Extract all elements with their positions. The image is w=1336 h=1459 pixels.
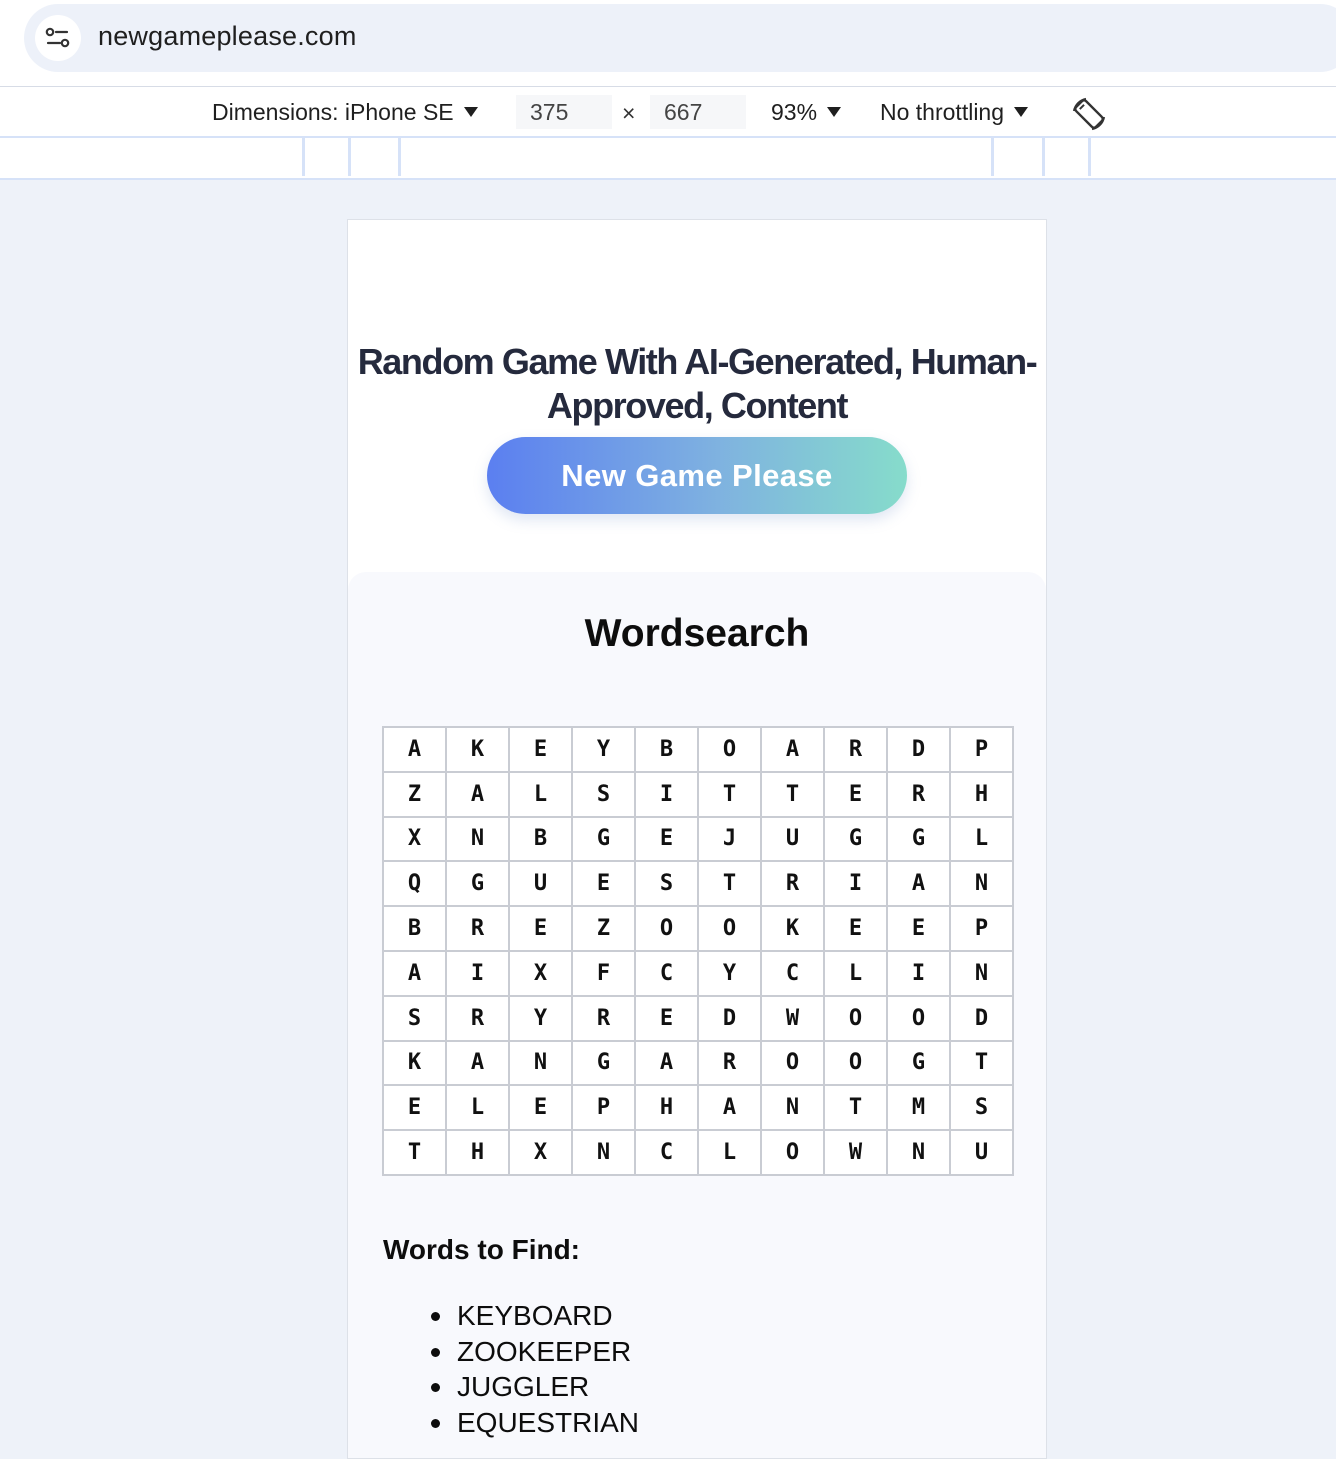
grid-row: [383, 996, 1013, 1041]
grid-cell[interactable]: T: [698, 772, 761, 817]
chevron-down-icon: [464, 107, 478, 117]
zoom-label: 93%: [771, 99, 818, 125]
width-input[interactable]: 375: [516, 95, 612, 129]
grid-cell[interactable]: K: [383, 1041, 446, 1086]
grid-cell[interactable]: F: [572, 951, 635, 996]
grid-cell[interactable]: R: [761, 861, 824, 906]
grid-row: [383, 772, 1013, 817]
grid-cell[interactable]: S: [635, 861, 698, 906]
grid-cell[interactable]: X: [509, 1130, 572, 1175]
grid-cell[interactable]: C: [761, 951, 824, 996]
grid-cell[interactable]: D: [887, 727, 950, 772]
grid-cell[interactable]: D: [698, 996, 761, 1041]
grid-cell[interactable]: B: [635, 727, 698, 772]
grid-cell[interactable]: H: [635, 1085, 698, 1130]
grid-cell[interactable]: L: [950, 817, 1013, 862]
dimensions-label: Dimensions: iPhone SE: [212, 99, 454, 125]
grid-cell[interactable]: N: [761, 1085, 824, 1130]
tune-icon[interactable]: [35, 15, 81, 61]
browser-toolbar: [0, 0, 1336, 86]
grid-row: [383, 861, 1013, 906]
grid-cell[interactable]: E: [824, 906, 887, 951]
grid-cell[interactable]: R: [446, 996, 509, 1041]
grid-cell[interactable]: Z: [383, 772, 446, 817]
grid-cell[interactable]: S: [950, 1085, 1013, 1130]
grid-cell[interactable]: X: [383, 817, 446, 862]
game-section: [348, 572, 1046, 1459]
grid-cell[interactable]: T: [383, 1130, 446, 1175]
ruler-tick: [1042, 138, 1045, 176]
grid-cell[interactable]: G: [887, 817, 950, 862]
ruler-tick: [302, 138, 305, 176]
grid-cell[interactable]: G: [572, 1041, 635, 1086]
grid-cell[interactable]: E: [383, 1085, 446, 1130]
address-bar[interactable]: [24, 4, 1336, 72]
grid-cell[interactable]: I: [824, 861, 887, 906]
device-viewport: [347, 219, 1047, 1459]
grid-cell[interactable]: A: [761, 727, 824, 772]
grid-cell[interactable]: T: [761, 772, 824, 817]
grid-cell[interactable]: N: [950, 951, 1013, 996]
word-item: JUGGLER: [457, 1369, 639, 1405]
grid-cell[interactable]: E: [635, 817, 698, 862]
grid-cell[interactable]: R: [698, 1041, 761, 1086]
ruler-tick: [1088, 138, 1091, 176]
grid-row: [383, 817, 1013, 862]
grid-cell[interactable]: O: [761, 1130, 824, 1175]
chevron-down-icon: [827, 107, 841, 117]
words-list: [457, 1298, 639, 1440]
grid-cell[interactable]: U: [761, 817, 824, 862]
grid-cell[interactable]: A: [383, 727, 446, 772]
grid-cell[interactable]: E: [572, 861, 635, 906]
grid-cell[interactable]: E: [635, 996, 698, 1041]
game-title: Wordsearch: [584, 612, 810, 655]
grid-cell[interactable]: C: [635, 951, 698, 996]
grid-cell[interactable]: A: [635, 1041, 698, 1086]
grid-cell[interactable]: G: [572, 817, 635, 862]
grid-cell[interactable]: Z: [572, 906, 635, 951]
ruler-tick: [991, 138, 994, 176]
url-text[interactable]: newgameplease.com: [98, 21, 357, 51]
grid-cell[interactable]: E: [824, 772, 887, 817]
page-headline: Random Game With AI-Generated, Human-Approved, Content: [357, 341, 1037, 426]
grid-cell[interactable]: G: [824, 817, 887, 862]
grid-cell[interactable]: A: [383, 951, 446, 996]
grid-row: [383, 951, 1013, 996]
grid-cell[interactable]: R: [887, 772, 950, 817]
grid-cell[interactable]: K: [761, 906, 824, 951]
chevron-down-icon: [1014, 107, 1028, 117]
grid-row: [383, 906, 1013, 951]
grid-cell[interactable]: P: [950, 727, 1013, 772]
grid-cell[interactable]: H: [950, 772, 1013, 817]
grid-cell[interactable]: O: [761, 1041, 824, 1086]
grid-cell[interactable]: W: [761, 996, 824, 1041]
grid-cell[interactable]: N: [887, 1130, 950, 1175]
grid-cell[interactable]: E: [509, 906, 572, 951]
grid-cell[interactable]: S: [572, 772, 635, 817]
grid-cell[interactable]: X: [509, 951, 572, 996]
height-input[interactable]: 667: [650, 95, 746, 129]
throttling-label: No throttling: [880, 99, 1005, 125]
grid-cell[interactable]: P: [572, 1085, 635, 1130]
grid-cell[interactable]: L: [446, 1085, 509, 1130]
words-title: Words to Find:: [383, 1234, 580, 1265]
grid-cell[interactable]: Y: [572, 727, 635, 772]
grid-row: [383, 1041, 1013, 1086]
device-toolbar: [0, 86, 1336, 138]
grid-cell[interactable]: N: [572, 1130, 635, 1175]
grid-cell[interactable]: G: [446, 861, 509, 906]
grid-cell[interactable]: T: [950, 1041, 1013, 1086]
grid-row: [383, 1130, 1013, 1175]
grid-cell[interactable]: U: [509, 861, 572, 906]
grid-row: [383, 727, 1013, 772]
grid-cell[interactable]: N: [509, 1041, 572, 1086]
grid-cell[interactable]: O: [635, 906, 698, 951]
grid-cell[interactable]: H: [446, 1130, 509, 1175]
grid-cell[interactable]: R: [446, 906, 509, 951]
grid-cell[interactable]: O: [887, 996, 950, 1041]
new-game-button[interactable]: New Game Please: [487, 437, 907, 514]
grid-cell[interactable]: M: [887, 1085, 950, 1130]
grid-cell[interactable]: K: [446, 727, 509, 772]
grid-cell[interactable]: J: [698, 817, 761, 862]
rotate-device-icon[interactable]: [1070, 95, 1108, 138]
grid-cell[interactable]: L: [509, 772, 572, 817]
grid-cell[interactable]: L: [698, 1130, 761, 1175]
grid-cell[interactable]: O: [824, 1041, 887, 1086]
grid-cell[interactable]: Q: [383, 861, 446, 906]
grid-cell[interactable]: O: [824, 996, 887, 1041]
grid-cell[interactable]: E: [509, 727, 572, 772]
grid-cell[interactable]: S: [383, 996, 446, 1041]
word-item: EQUESTRIAN: [457, 1405, 639, 1441]
grid-row: [383, 1085, 1013, 1130]
grid-cell[interactable]: A: [698, 1085, 761, 1130]
grid-cell[interactable]: O: [698, 906, 761, 951]
dimensions-dropdown[interactable]: [212, 99, 478, 126]
grid-cell[interactable]: C: [635, 1130, 698, 1175]
grid-cell[interactable]: A: [446, 772, 509, 817]
grid-cell[interactable]: T: [698, 861, 761, 906]
times-icon: ×: [622, 100, 636, 126]
grid-cell[interactable]: E: [887, 906, 950, 951]
grid-cell[interactable]: B: [509, 817, 572, 862]
grid-cell[interactable]: A: [446, 1041, 509, 1086]
grid-cell[interactable]: O: [698, 727, 761, 772]
grid-cell[interactable]: N: [950, 861, 1013, 906]
grid-cell[interactable]: P: [950, 906, 1013, 951]
wordsearch-grid: [382, 726, 1014, 1176]
grid-cell[interactable]: R: [824, 727, 887, 772]
ruler-tick: [348, 138, 351, 176]
grid-cell[interactable]: I: [446, 951, 509, 996]
grid-cell[interactable]: D: [950, 996, 1013, 1041]
grid-cell[interactable]: I: [887, 951, 950, 996]
grid-cell[interactable]: Y: [698, 951, 761, 996]
grid-cell[interactable]: L: [824, 951, 887, 996]
ruler-tick: [398, 138, 401, 176]
word-item: KEYBOARD: [457, 1298, 639, 1334]
grid-cell[interactable]: E: [509, 1085, 572, 1130]
grid-cell[interactable]: W: [824, 1130, 887, 1175]
throttling-dropdown[interactable]: [880, 99, 1028, 126]
word-item: ZOOKEEPER: [457, 1334, 639, 1370]
grid-cell[interactable]: U: [950, 1130, 1013, 1175]
device-ruler: [0, 138, 1336, 180]
grid-cell[interactable]: G: [887, 1041, 950, 1086]
grid-cell[interactable]: R: [572, 996, 635, 1041]
grid-cell[interactable]: N: [446, 817, 509, 862]
grid-cell[interactable]: T: [824, 1085, 887, 1130]
grid-cell[interactable]: A: [887, 861, 950, 906]
grid-cell[interactable]: Y: [509, 996, 572, 1041]
zoom-dropdown[interactable]: [771, 99, 841, 126]
grid-cell[interactable]: I: [635, 772, 698, 817]
grid-cell[interactable]: B: [383, 906, 446, 951]
